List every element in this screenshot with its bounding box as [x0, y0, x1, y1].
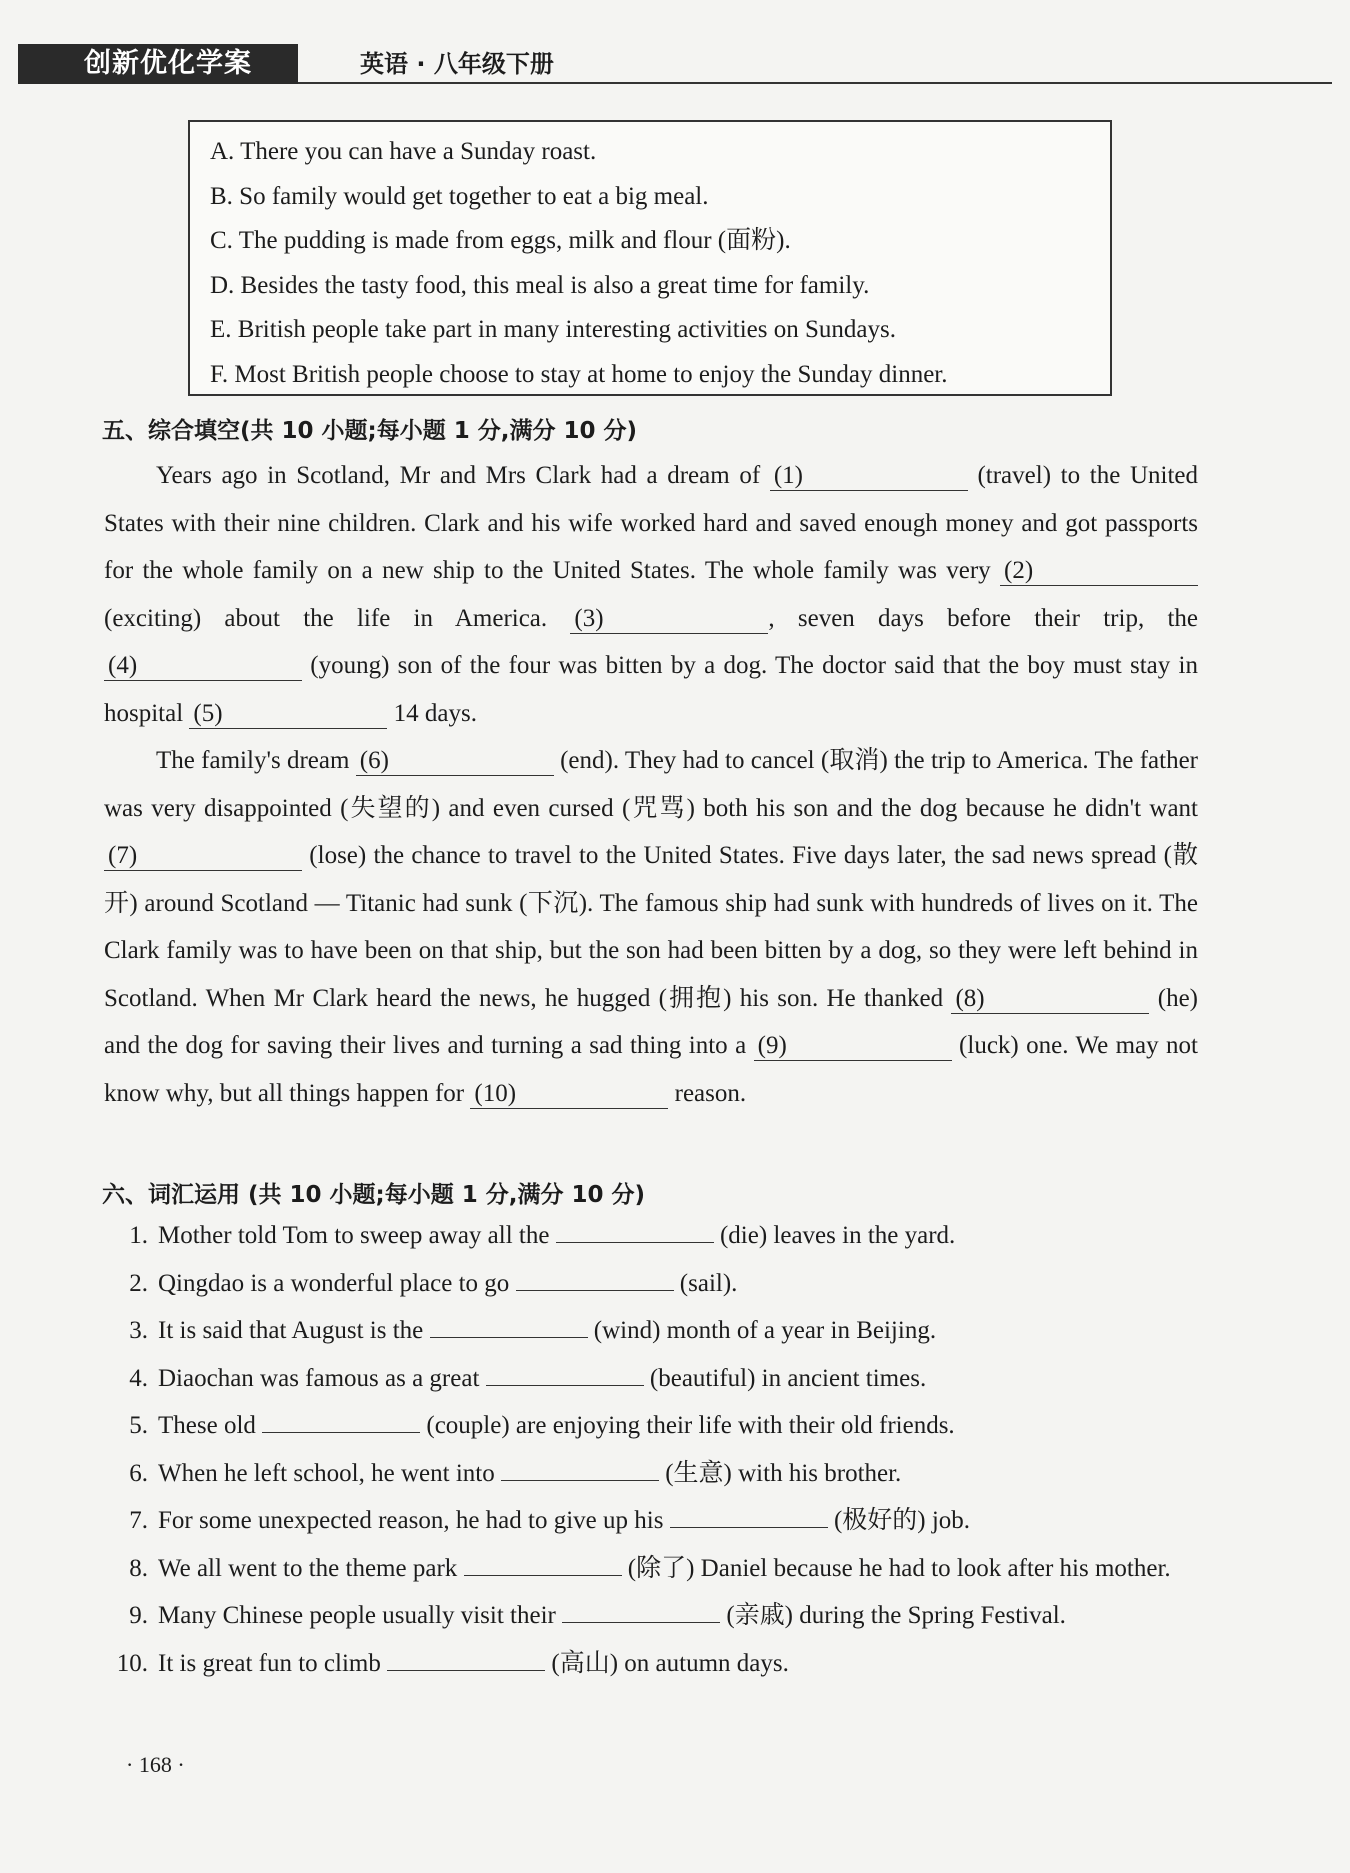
item-text: It is great fun to climb — [158, 1649, 388, 1677]
answer-blank[interactable] — [486, 1385, 644, 1386]
item-text: (couple) are enjoying their life with their old friends. — [420, 1412, 955, 1439]
item-number: 7. — [129, 1507, 148, 1534]
passage-text: (lose) the chance to travel to the United States. Five days later, the sad news spread (散开) around Scotland — Titanic had sunk (下沉). The famous ship had sunk with hundreds of lives on it. The Clark family was to have been on that ship, but the son had been bitten by a dog, so they were left behind in Scotland. When Mr Clark heard the news, he hugged (拥抱) his son. He thanked — [104, 842, 1198, 1012]
option-a: A. There you can have a Sunday roast. — [210, 138, 597, 165]
item-text: When he left school, he went into — [158, 1459, 501, 1487]
vocab-item-1 — [110, 1212, 1200, 1260]
item-text: Many Chinese people usually visit their — [158, 1602, 563, 1629]
passage-text: (exciting) about the life in America. — [104, 604, 571, 632]
blank-5[interactable]: (5) — [189, 700, 387, 729]
passage-paragraph-1 — [104, 452, 1198, 737]
passage-paragraph-2 — [104, 737, 1198, 1117]
passage-text: (he) and the dog for saving their lives and turning a sad thing into a — [104, 984, 1198, 1059]
vocabulary-list — [110, 1212, 1200, 1687]
passage-text: , seven days before their trip, the — [768, 604, 1198, 632]
section-5-title: 五、综合填空(共 10 小题;每小题 1 分,满分 10 分) — [102, 418, 638, 444]
blank-8[interactable]: (8) — [951, 985, 1149, 1014]
option-e: E. British people take part in many interesting activities on Sundays. — [210, 316, 896, 343]
vocab-item-7 — [110, 1497, 1200, 1545]
option-c: C. The pudding is made from eggs, milk and flour (面粉). — [210, 227, 791, 254]
item-text: (除了) Daniel because he had to look after his mother. — [621, 1554, 1171, 1582]
item-number: 9. — [129, 1602, 148, 1629]
passage-text: 14 days. — [387, 699, 477, 727]
item-number: 4. — [129, 1364, 148, 1392]
blank-1[interactable]: (1) — [770, 462, 968, 491]
blank-4[interactable]: (4) — [104, 652, 302, 681]
vocab-item-4 — [110, 1355, 1200, 1403]
item-number: 8. — [129, 1554, 148, 1582]
passage-text: Years ago in Scotland, Mr and Mrs Clark had a dream of — [156, 462, 770, 489]
brand-logo: 创新优化学案 — [18, 44, 298, 84]
item-text: Diaochan was famous as a great — [158, 1364, 486, 1392]
blank-9[interactable]: (9) — [754, 1032, 952, 1061]
subject-title: 英语 · 八年级下册 — [360, 50, 554, 78]
vocab-item-10 — [110, 1640, 1200, 1688]
item-text: (生意) with his brother. — [658, 1459, 902, 1487]
item-number: 5. — [129, 1412, 148, 1439]
answer-blank[interactable] — [501, 1480, 659, 1481]
blank-6[interactable]: (6) — [356, 747, 554, 776]
passage-text: (end). They had to cancel (取消) the trip to America. The father was very disappointed (失望的) and even cursed (咒骂) both his son and the dog because he didn't want — [104, 747, 1198, 822]
item-number: 6. — [129, 1459, 148, 1487]
answer-blank[interactable] — [516, 1290, 674, 1291]
option-d: D. Besides the tasty food, this meal is also a great time for family. — [210, 271, 870, 299]
answer-blank[interactable] — [562, 1622, 720, 1623]
item-number: 2. — [129, 1269, 148, 1297]
answer-blank[interactable] — [430, 1337, 588, 1338]
passage-text: (luck) one. We may not know why, but all things happen for — [104, 1032, 1199, 1107]
item-text: For some unexpected reason, he had to give up his — [158, 1507, 670, 1534]
item-text: (极好的) job. — [827, 1507, 971, 1534]
vocab-item-9 — [110, 1592, 1200, 1640]
vocab-item-5 — [110, 1402, 1200, 1450]
item-text: It is said that August is the — [158, 1317, 430, 1344]
blank-3[interactable]: (3) — [570, 605, 768, 634]
answer-blank[interactable] — [670, 1527, 828, 1528]
blank-10[interactable]: (10) — [470, 1080, 668, 1109]
item-text: (beautiful) in ancient times. — [643, 1364, 927, 1392]
vocab-item-6 — [110, 1450, 1200, 1498]
answer-blank[interactable] — [464, 1575, 622, 1576]
option-b: B. So family would get together to eat a big meal. — [210, 182, 709, 210]
passage-text: reason. — [668, 1079, 747, 1107]
item-text: (亲戚) during the Spring Festival. — [720, 1602, 1066, 1629]
item-text: We all went to the theme park — [158, 1554, 464, 1582]
page-number: · 168 · — [126, 1752, 185, 1777]
options-box — [188, 120, 1112, 396]
item-text: (die) leaves in the yard. — [713, 1222, 956, 1249]
answer-blank[interactable] — [387, 1670, 545, 1671]
item-text: (wind) month of a year in Beijing. — [587, 1317, 937, 1344]
answer-blank[interactable] — [556, 1242, 714, 1243]
item-text: Qingdao is a wonderful place to go — [158, 1269, 516, 1297]
item-number: 10. — [116, 1649, 148, 1677]
section-6-title: 六、词汇运用 (共 10 小题;每小题 1 分,满分 10 分) — [102, 1182, 646, 1208]
item-number: 1. — [129, 1222, 148, 1249]
page-header — [18, 44, 1332, 86]
item-text: (高山) on autumn days. — [545, 1649, 789, 1677]
vocab-item-2 — [110, 1260, 1200, 1308]
answer-blank[interactable] — [262, 1432, 420, 1433]
header-rule — [298, 82, 1332, 84]
vocab-item-8 — [110, 1545, 1200, 1593]
cloze-passage — [104, 452, 1198, 1117]
item-text: These old — [158, 1412, 263, 1439]
item-text: Mother told Tom to sweep away all the — [158, 1222, 556, 1249]
vocab-item-3 — [110, 1307, 1200, 1355]
passage-text: (young) son of the four was bitten by a dog. The doctor said that the boy must stay in hospital — [104, 652, 1198, 727]
item-number: 3. — [129, 1317, 148, 1344]
passage-text: The family's dream — [156, 747, 356, 774]
item-text: (sail). — [673, 1269, 738, 1297]
option-f: F. Most British people choose to stay at home to enjoy the Sunday dinner. — [210, 360, 948, 388]
passage-text: (travel) to the United States with their nine children. Clark and his wife worked hard and saved enough money and got passports for the whole family on a new ship to the United States. The whole family was very — [104, 462, 1198, 584]
blank-2[interactable]: (2) — [1000, 557, 1198, 586]
blank-7[interactable]: (7) — [104, 842, 302, 871]
